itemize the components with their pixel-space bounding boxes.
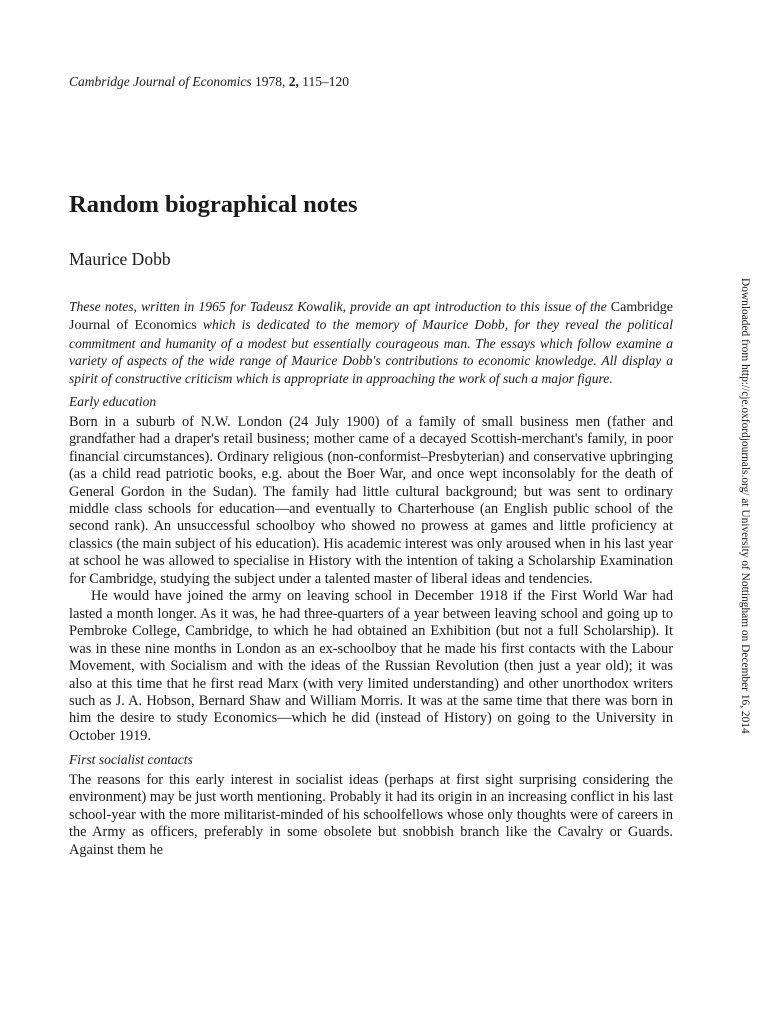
download-notice-suffix: at University of Nottingham on December 16, 2014	[739, 498, 751, 734]
paragraph: The reasons for this early interest in socialist ideas (perhaps at first sight surprising considering the environment) may be just worth mentioning. Probably it had its origin in an increasing conflict in his last school-year with the more militarist-minded of his schoolfellows whose only thoughts were of careers in the Army as officers, preferably in some obsolete but snobbish branch like the Cavalry or Guards. Against them he	[69, 771, 673, 858]
journal-pages: 115–120	[302, 74, 349, 89]
intro-paragraph	[69, 298, 673, 387]
journal-name: Cambridge Journal of Economics	[69, 74, 252, 89]
journal-volume: 2,	[288, 74, 299, 89]
paragraph: He would have joined the army on leaving school in December 1918 if the First World War had lasted a month longer. As it was, he had three-quarters of a year between leaving school and going up to Pembroke College, Cambridge, to which he had obtained an Exhibition (but not a full Scholarship). It was in these nine months in London as an ex-schoolboy that he made his first contacts with the Labour Movement, with Socialism and with the ideas of the Russian Revolution (then just a year old); it was also at this time that he first read Marx (with very limited understanding) and other unorthodox writers such as J. A. Hobson, Bernard Shaw and William Morris. It was at the same time that there was born in him the desire to study Economics—which he did (instead of History) on going to the University in October 1919.	[69, 588, 673, 744]
intro-text-1: These notes, written in 1965 for Tadeusz Kowalik, provide an apt introduction to this issue of the	[69, 299, 607, 314]
section-heading-first-socialist-contacts: First socialist contacts	[69, 752, 193, 768]
download-notice	[738, 278, 752, 734]
journal-citation	[69, 74, 569, 90]
journal-year: 1978,	[254, 74, 286, 89]
download-notice-link[interactable]: http://cje.oxfordjournals.org/	[739, 364, 751, 496]
article-body	[69, 298, 673, 859]
intro-journal-name: Cambridge Journal of Economics	[69, 300, 673, 334]
download-notice-prefix: Downloaded from	[739, 278, 751, 362]
intro-text-2: which is dedicated to the memory of Maurice Dobb, for they reveal the political commitment and humanity of a modest but essentially courageous man. The essays which follow examine a variety of aspects of the wide range of Maurice Dobb's contributions to economic knowledge. All display a spirit of constructive criticism which is appropriate in approaching the work of such a major figure.	[69, 317, 673, 386]
article-title: Random biographical notes	[69, 191, 358, 218]
section-heading-early-education: Early education	[69, 394, 157, 410]
paragraph: Born in a suburb of N.W. London (24 July 1900) of a family of small business men (father and grandfather had a draper's retail business; mother came of a decayed Scottish-merchant's family, in poor financial circumstances). Ordinary religious (non-conformist–Presbyterian) and conservative upbringing (as a child read patriotic books, e.g. about the Boer War, and once wept inconsolably for the death of General Gordon in the Sudan). The family had little cultural background; but was sent to ordinary middle class schools for education—and eventually to Charterhouse (an English public school of the second rank). An unsuccessful schoolboy who showed no prowess at games and little proficiency at classics (the main subject of his education). His academic interest was only aroused when in his last year at school he was allowed to specialise in History with the intention of taking a Scholarship Examination for Cambridge, studying the subject under a talented master of liberal ideas and tendencies.	[69, 413, 673, 587]
author-name: Maurice Dobb	[69, 249, 171, 269]
